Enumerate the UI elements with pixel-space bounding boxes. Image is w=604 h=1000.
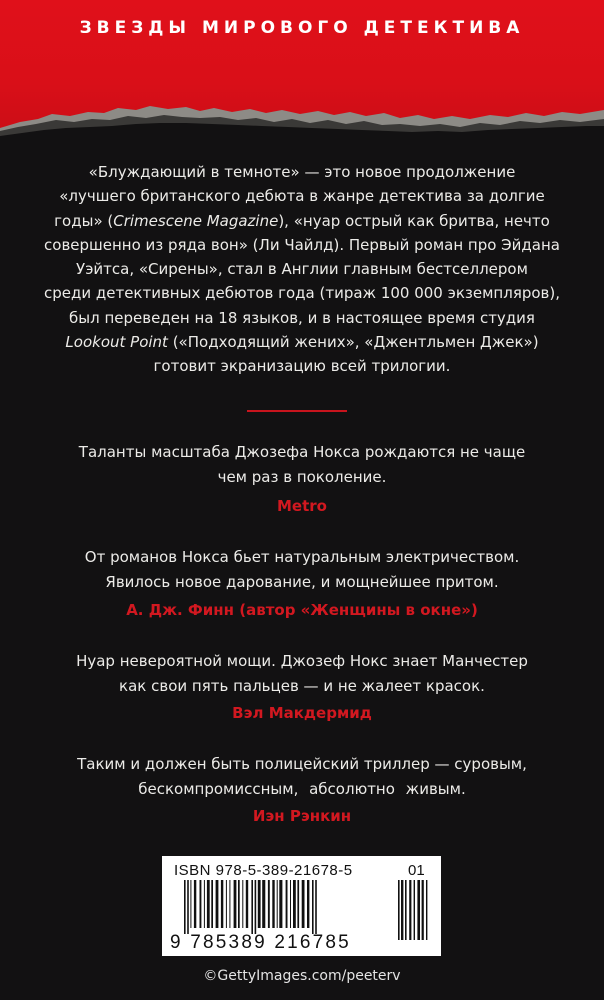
- book-blurb: [30, 160, 574, 379]
- photo-credit: ©GettyImages.com/peeterv: [203, 968, 401, 984]
- isbn-number: ISBN 978-5-389-21678-5: [174, 862, 353, 879]
- blurb-line: был переведен на 18 языков, и в настоящее время студия: [69, 308, 535, 327]
- blurb-line: «лучшего британского дебюта в жанре детектива за долгие: [59, 187, 545, 206]
- quote-line: Явилось новое дарование, и мощнейшее притом.: [105, 573, 499, 591]
- blurb-line: совершенно из ряда вон» (Ли Чайлд). Первый роман про Эйдана: [44, 235, 560, 254]
- isbn-addon: 01: [408, 862, 425, 879]
- quote-attribution: Вэл Макдермид: [232, 704, 372, 722]
- quote-line: как свои пять пальцев — и не жалеет красок.: [119, 677, 485, 695]
- quote-line: Нуар невероятной мощи. Джозеф Нокс знает Манчестер: [76, 652, 528, 670]
- quote-line: Таким и должен быть полицейский триллер — суровым,: [77, 755, 527, 773]
- barcode-panel: [162, 856, 441, 956]
- quote-attribution: Иэн Рэнкин: [252, 807, 352, 825]
- series-title: ЗВЕЗДЫ МИРОВОГО ДЕТЕКТИВА: [79, 18, 525, 38]
- red-divider: [247, 410, 347, 412]
- quote-line: Таланты масштаба Джозефа Нокса рождаются не чаще: [78, 443, 526, 461]
- quote-line: чем раз в поколение.: [217, 468, 387, 486]
- studio-name: Lookout Point: [65, 333, 168, 352]
- blurb-line: «Блуждающий в темноте» — это новое продолжение: [88, 163, 516, 181]
- review-quote: [30, 752, 574, 802]
- quote-line: От романов Нокса бьет натуральным электричеством.: [84, 548, 520, 566]
- blurb-line: Lookout Point («Подходящий жених», «Джентльмен Джек»): [65, 333, 539, 352]
- blurb-line: Уэйтса, «Сирены», стал в Англии главным бестселлером: [76, 260, 528, 279]
- quote-attribution: А. Дж. Финн (автор «Женщины в окне»): [126, 601, 478, 619]
- blurb-line: готовит экранизацию всей трилогии.: [153, 357, 451, 376]
- barcode-digits: 9 785389 216785: [170, 932, 351, 953]
- blurb-line: среди детективных дебютов года (тираж 100 000 экземпляров),: [43, 284, 561, 303]
- magazine-name: Crimescene Magazine: [113, 211, 279, 230]
- torn-paper-edge: [0, 92, 604, 152]
- review-quote: [30, 545, 574, 595]
- blurb-line: годы» (Crimescene Magazine), «нуар острый как бритва, нечто: [54, 211, 550, 230]
- quote-line: бескомпромиссным, абсолютно живым.: [138, 780, 466, 798]
- review-quote: [30, 440, 574, 490]
- review-quote: [30, 649, 574, 699]
- quote-attribution: Metro: [277, 497, 327, 515]
